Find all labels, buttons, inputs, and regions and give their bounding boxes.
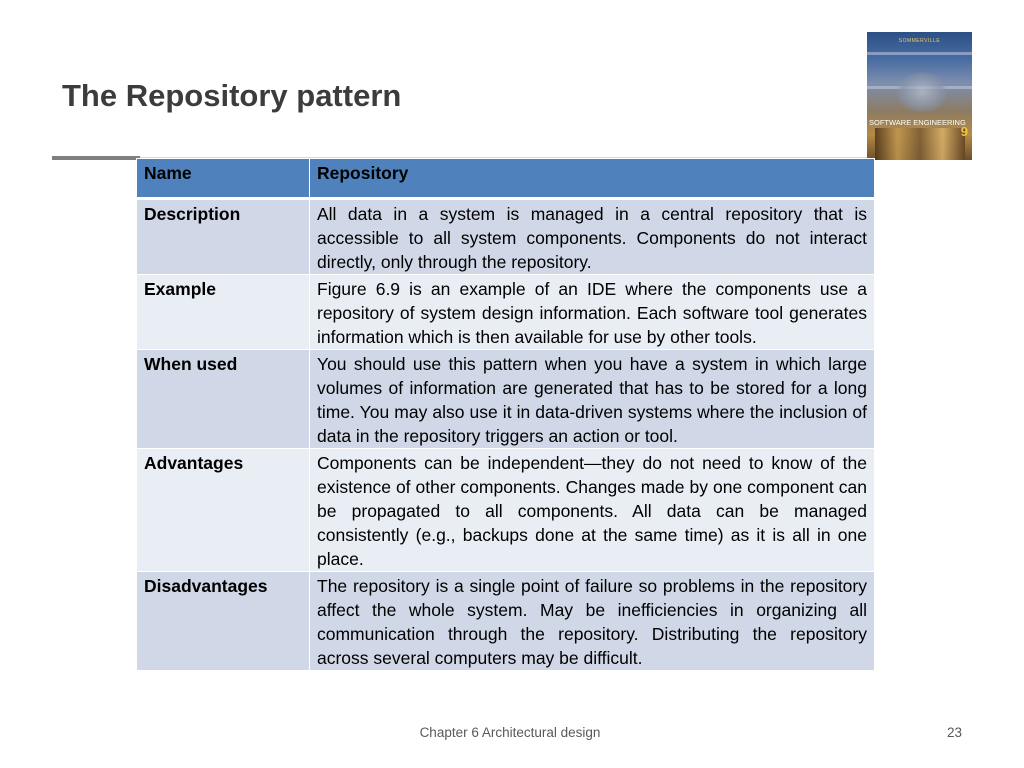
book-title: SOFTWARE ENGINEERING	[869, 118, 966, 127]
book-edition: 9	[960, 124, 968, 139]
slide-title: The Repository pattern	[62, 78, 402, 113]
row-value: Figure 6.9 is an example of an IDE where the components use a repository of system design information. Each software tool generates information which is then available for use by other tools.	[310, 275, 875, 350]
table-row-when-used	[137, 350, 875, 449]
table-row-disadvantages	[137, 572, 875, 671]
table-row-advantages	[137, 449, 875, 572]
table-row-example	[137, 275, 875, 350]
cover-building-base	[875, 128, 965, 160]
book-author: SOMMERVILLE	[898, 38, 941, 44]
book-cover-image	[867, 32, 972, 160]
row-label: Disadvantages	[137, 572, 310, 671]
row-label: When used	[137, 350, 310, 449]
page-number: 23	[946, 725, 962, 740]
row-label: Example	[137, 275, 310, 350]
footer-chapter: Chapter 6 Architectural design	[419, 725, 601, 740]
header-label-cell: Name	[137, 159, 310, 199]
row-value: The repository is a single point of failure so problems in the repository affect the whole system. May be inefficiencies in organizing all communication through the repository. Distributing the repository across several computers may be difficult.	[310, 572, 875, 671]
row-label: Advantages	[137, 449, 310, 572]
header-value-cell: Repository	[310, 159, 875, 199]
row-value: All data in a system is managed in a central repository that is accessible to all system components. Components do not interact directly, only through the repository.	[310, 199, 875, 275]
table-row-description	[137, 199, 875, 275]
cover-stripe	[867, 52, 972, 55]
row-value: You should use this pattern when you have a system in which large volumes of information are generated that has to be stored for a long time. You may also use it in data-driven systems where the inclusion of data in the repository triggers an action or tool.	[310, 350, 875, 449]
title-underline	[52, 156, 140, 160]
table-header-row	[137, 159, 875, 199]
row-value: Components can be independent—they do not need to know of the existence of other components. Changes made by one component can be propagated to all components. All data can be managed consistently (e.g., backups done at the same time) as it is all in one place.	[310, 449, 875, 572]
row-label: Description	[137, 199, 310, 275]
cover-building-shape	[897, 72, 947, 112]
pattern-table	[136, 158, 875, 671]
